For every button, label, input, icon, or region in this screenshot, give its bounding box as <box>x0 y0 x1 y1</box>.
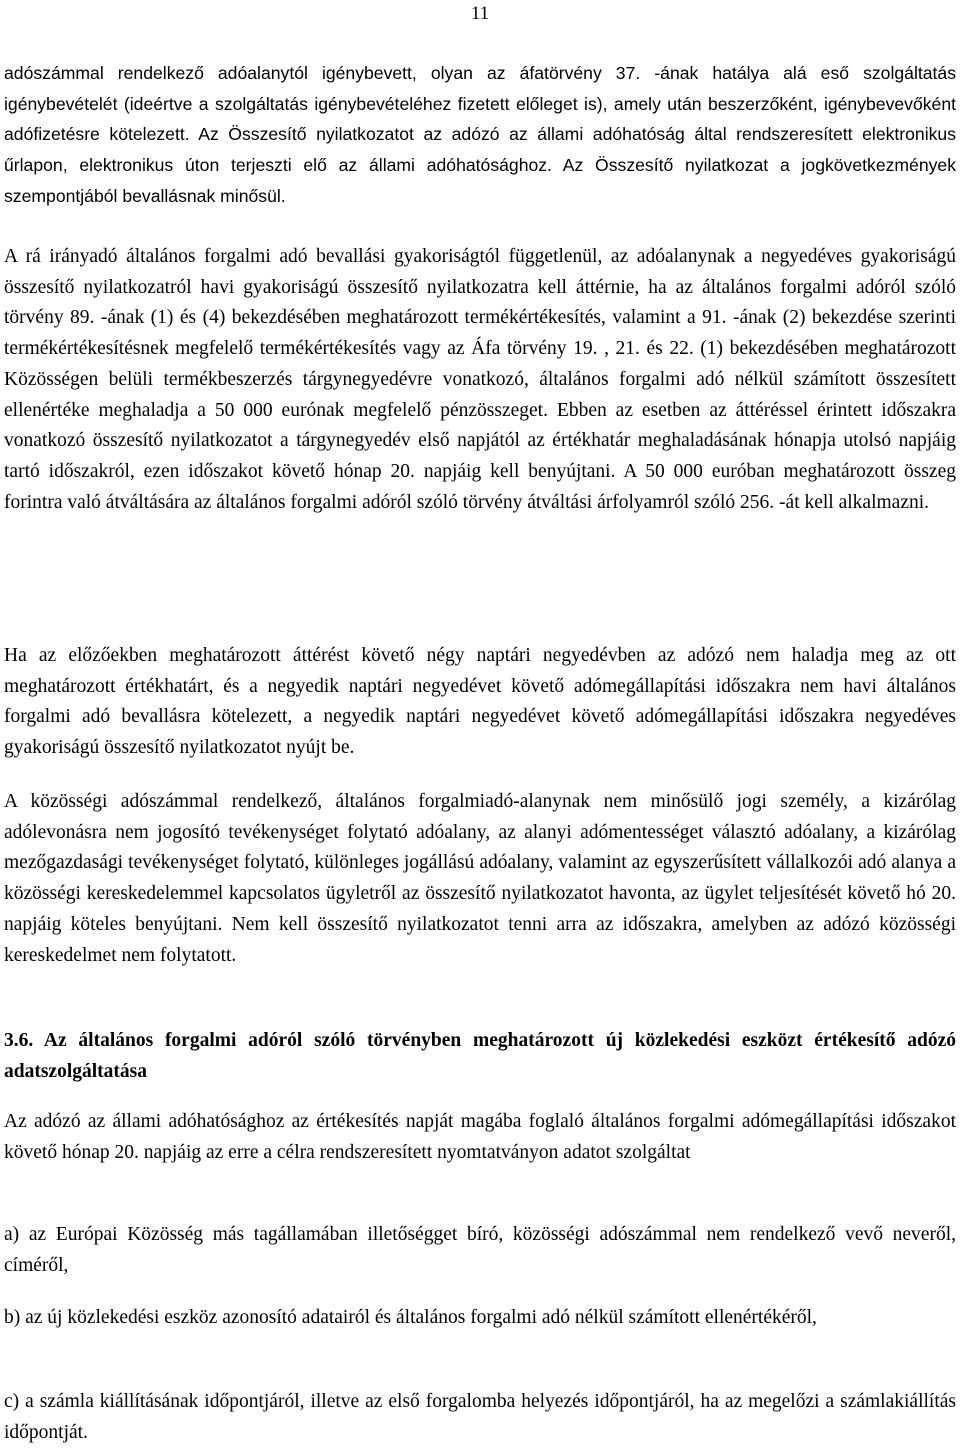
paragraph-reporting-obligation: Az adózó az állami adóhatósághoz az értékesítés napját magába foglaló általános forgalmi adómegállapítási időszakot követő hónap 20. napjáig az erre a célra rendszeresített nyomtatványon adatot szolgáltat <box>4 1111 956 1163</box>
list-item-b: b) az új közlekedési eszköz azonosító adatairól és általános forgalmi adó nélkül számított ellenértékéről, <box>4 1307 817 1328</box>
list-item-c: c) a számla kiállításának időpontjáról, illetve az első forgalomba helyezés időpontjáról, ha az megelőzi a számlakiállítás időpontját. <box>4 1391 956 1443</box>
paragraph-summary-declaration <box>4 58 956 212</box>
paragraph-summary-declaration-main: adószámmal rendelkező adóalanytól igénybevett, olyan az áfatörvény 37. -ának hatálya alá eső szolgáltatás igénybevételét (ideértve a szolgáltatás igénybevételéhez fizetett előleget is), amely után beszerzőként, igénybevevőként adófizetésre kötelezett. Az Összesítő nyilatkozatot az adózó az állami adóhatóság által rendszeresített elektronikus űrlapon, elektronikus úton terjeszti elő az állami adóhatósághoz. <box>4 63 956 176</box>
page-number: 11 <box>470 3 490 24</box>
paragraph-quarterly-return: Ha az előzőekben meghatározott áttérést követő négy naptári negyedévben az adózó nem haladja meg az ott meghatározott értékhatárt, és a negyedik naptári negyedévet követő adómegállapítási időszakra nem havi általános forgalmi adó bevallásra kötelezett, a negyedik naptári negyedévet követő adómegállapítási időszakra negyedéves gyakoriságú összesítő nyilatkozatot nyújt be. <box>4 645 956 759</box>
section-heading-3-6: 3.6. Az általános forgalmi adóról szóló törvényben meghatározott új közlekedési eszközt értékesítő adózó adatszolgáltatása <box>4 1030 956 1082</box>
paragraph-community-tax-number: A közösségi adószámmal rendelkező, általános forgalmiadó-alanynak nem minősülő jogi személy, a kizárólag adólevonásra nem jogosító tevékenységet folytató adóalany, az alanyi adómentességet választó adóalany, a kizárólag mezőgazdasági tevékenységet folytató, különleges jogállású adóalany, valamint az egyszerűsített vállalkozói adó alanya a közösségi kereskedelemmel kapcsolatos ügyletről az összesítő nyilatkozatot havonta, az ügylet teljesítését követő hó 20. napjáig köteles benyújtani. Nem kell összesítő nyilatkozatot tenni arra az időszakra, amelyben az adózó közösségi kereskedelmet nem folytatott. <box>4 791 956 966</box>
list-item-a: a) az Európai Közösség más tagállamában illetőségget bíró, közösségi adószámmal nem rendelkező vevő neveről, címéről, <box>4 1224 956 1276</box>
paragraph-monthly-switch: A rá irányadó általános forgalmi adó bevallási gyakoriságtól függetlenül, az adóalanynak a negyedéves gyakoriságú összesítő nyilatkozatról havi gyakoriságú összesítő nyilatkozatra kell áttérnie, ha az általános forgalmi adóról szóló törvény 89. -ának (1) és (4) bekezdésében meghatározott termékértékesítés, valamint a 91. -ának (2) bekezdése szerinti termékértékesítésnek megfelelő termékértékesítés vagy az Áfa törvény 19. , 21. és 22. (1) bekezdésében meghatározott Közösségen belüli termékbeszerzés tárgynegyedévre vonatkozó, általános forgalmi adó nélkül számított összesített ellenértéke meghaladja a 50 000 eurónak megfelelő pénzösszeget. Ebben az esetben az áttéréssel érintett időszakra vonatkozó összesítő nyilatkozatot a tárgynegyedév első napjától az értékhatár meghaladásának hónapja utolsó napjáig tartó időszakról, ezen időszakot követő hónap 20. napjáig kell benyújtani. A 50 000 euróban meghatározott összeg forintra való átváltására az általános forgalmi adóról szóló törvény átváltási árfolyamról szóló 256. -át kell alkalmazni. <box>4 246 956 513</box>
paragraph-summary-declaration-tail: Az Összesítő nyilatkozat a jogkövetkezmények szempontjából bevallásnak minősül. <box>4 155 957 206</box>
